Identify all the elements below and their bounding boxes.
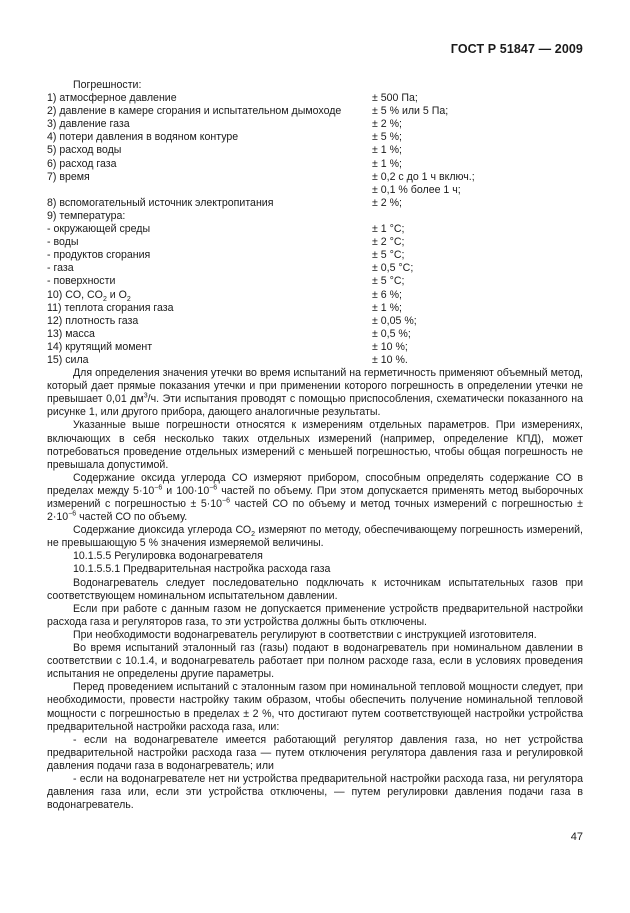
error-value: ± 1 %; (372, 157, 402, 170)
error-label: 11) теплота сгорания газа (47, 301, 174, 314)
error-label: 10) CO, $CO_2$ и $O_2$ (47, 288, 131, 303)
paragraph-no-regulator-option: - если на водонагревателе нет ни устройства предварительной настройки расхода газа, ни регулятора давления газа или, если эти устройства отключены, — путем регулировки давления подачи газа в водонагреватель. (47, 772, 583, 812)
error-row (47, 184, 583, 197)
error-row (47, 131, 583, 144)
paragraph-disable: Если при работе с данным газом не допускается применение устройств предварительной настройки расхода газа и регуляторов газа, то эти устройства должны быть отключены. (47, 602, 583, 628)
error-row (47, 144, 583, 157)
error-label (47, 184, 372, 197)
paragraph-instruction: При необходимости водонагреватель регулируют в соответствии с инструкцией изготовителя. (73, 628, 537, 641)
error-label: 3) давление газа (47, 118, 130, 131)
error-row (47, 354, 583, 367)
error-value (372, 210, 583, 223)
error-row (47, 210, 583, 223)
error-row (47, 118, 583, 131)
error-value: ± 10 %. (372, 353, 408, 366)
error-label: - поверхности (47, 275, 116, 288)
error-row (47, 92, 583, 105)
error-row (47, 236, 583, 249)
error-label: 7) время (47, 170, 90, 183)
errors-list (47, 92, 583, 367)
section-heading-presetting: 10.1.5.5.1 Предварительная настройка расхода газа (73, 563, 331, 576)
error-row (47, 249, 583, 262)
error-value: ± 1 %; (372, 301, 402, 314)
error-label: - окружающей среды (47, 223, 151, 236)
error-label: 6) расход газа (47, 157, 117, 170)
error-label: 13) масса (47, 327, 95, 340)
error-label: 2) давление в камере сгорания и испытательном дымоходе (47, 105, 342, 118)
section-heading-adjustment: 10.1.5.5 Регулировка водонагревателя (73, 550, 263, 563)
error-value: ± 500 Па; (372, 92, 418, 105)
error-value: ± 6 %; (372, 288, 402, 301)
error-value: ± 0,1 % более 1 ч; (372, 183, 461, 196)
paragraph-co2: Содержание диоксида углерода $СО_2$ измеряют по методу, обеспечивающему погрешность измерений, не превышающую 5 % значения измеряемой величины. (47, 524, 583, 550)
page-content (47, 79, 583, 812)
error-row (47, 223, 583, 236)
error-value: ± 2 °C; (372, 236, 405, 249)
errors-title: Погрешности: (73, 79, 142, 91)
error-row (47, 275, 583, 288)
error-label: 4) потери давления в водяном контуре (47, 131, 239, 144)
error-label: 12) плотность газа (47, 314, 139, 327)
error-label: 15) сила (47, 353, 89, 366)
error-label: 5) расход воды (47, 144, 122, 157)
error-row (47, 289, 583, 302)
error-value: ± 0,05 %; (372, 314, 417, 327)
error-value: ± 0,2 с до 1 ч включ.; (372, 170, 475, 183)
error-label: - воды (47, 236, 79, 249)
error-value: ± 0,5 %; (372, 327, 411, 340)
error-value: ± 1 °C; (372, 223, 405, 236)
paragraph-accuracy: Указанные выше погрешности относятся к измерениям отдельных параметров. При измерениях, включающих в себя несколько таких отдельных измерений (например, определение КПД), может потребоваться проведение отдельных измерений с меньшей погрешностью, чтобы общая погрешность не превышала допустимой. (47, 419, 583, 471)
paragraph-connect: Водонагреватель следует последовательно подключать к источникам испытательных газов при соответствующем номинальном испытательном давлении. (47, 576, 583, 602)
error-label: - газа (47, 262, 74, 275)
paragraph-leak-test: Для определения значения утечки во время испытаний на герметичность применяют объемный метод, который дает прямые показания утечки и при применении которого погрешность в определении утечки не превышает 0,01 $дм^3/ч$. Эти испытания проводят с помощью приспособления, схематически показанного на рисунке 1, или другого прибора, дающего аналогичные результаты. (47, 367, 583, 419)
error-row (47, 315, 583, 328)
error-value: ± 5 °C; (372, 249, 405, 262)
error-label: 8) вспомогательный источник электропитания (47, 196, 274, 209)
error-label: 14) крутящий момент (47, 340, 153, 353)
error-value: ± 2 %; (372, 196, 402, 209)
error-row (47, 328, 583, 341)
error-value: ± 10 %; (372, 340, 408, 353)
error-label: 9) температура: (47, 209, 126, 222)
error-value: ± 2 %; (372, 118, 402, 131)
error-label: - продуктов сгорания (47, 249, 151, 262)
paragraph-regulator-option: - если на водонагревателе имеется работающий регулятор давления газа, но нет устройства предварительной настройки расхода газа — путем отключения регулятора давления газа и регулировкой давления подачи газа в водонагреватель; или (47, 733, 583, 772)
page-number: 47 (570, 831, 583, 843)
paragraph-reference-gas: Во время испытаний эталонный газ (газы) подают в водонагреватель при номинальном давлении в соответствии с 10.1.4, и водонагреватель работает при полном расходе газа, если в условиях проведения испытания не определены другие параметры. (47, 642, 583, 681)
error-row (47, 171, 583, 184)
document-header: ГОСТ Р 51847 — 2009 (450, 42, 583, 56)
error-value: ± 0,5 °C; (372, 262, 414, 275)
paragraph-co: Содержание оксида углерода СО измеряют прибором, способным определять содержание СО в пределах между $5\cdot 10^{-6}$ и $100\cdot 10^{-6}$ частей по объему. При этом допускается применять метод выборочных измерений с погрешностью ± $5\cdot 10^{-6}$ частей СО по объему и метод точных измерений с погрешностью ± $2\cdot 10^{-6}$ частей СО по объему. (47, 471, 583, 524)
error-value: ± 5 % или 5 Па; (372, 105, 449, 118)
error-row (47, 262, 583, 275)
error-row (47, 341, 583, 354)
error-value: ± 1 %; (372, 144, 402, 157)
error-value: ± 5 °C; (372, 275, 405, 288)
error-value: ± 5 %; (372, 131, 402, 144)
error-row (47, 197, 583, 210)
error-label: 1) атмосферное давление (47, 92, 177, 105)
error-row (47, 302, 583, 315)
error-row (47, 105, 583, 118)
paragraph-nominal-power: Перед проведением испытаний с эталонным газом при номинальной тепловой мощности следует, при необходимости, провести настройку таким образом, чтобы обеспечить получение номинальной тепловой мощности с погрешностью в пределах ± 2 %, что достигают путем соответствующей настройки устройства предварительной настройки расхода газа, или: (47, 681, 583, 733)
error-row (47, 158, 583, 171)
